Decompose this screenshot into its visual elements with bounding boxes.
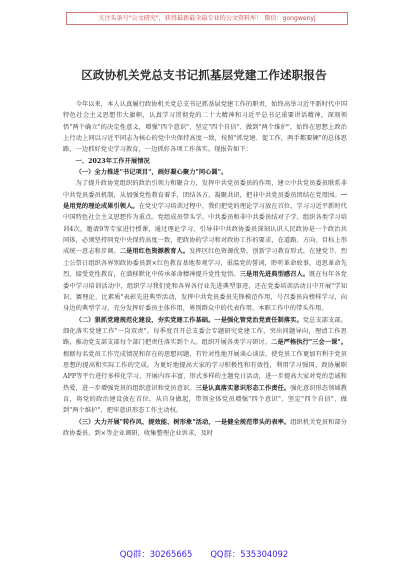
promo-banner: 关注头条号"公文研究"，获得最新最全最专业的公文资料库！ 微信：gongwenyj: [66, 12, 348, 25]
bold-point: 三是用先进典型感召人。: [239, 271, 310, 279]
subsection-heading-2: （二）狠抓党建规范化建设，夯实党建工作基础。: [75, 316, 215, 324]
section-heading-1: 一、2023年工作开展情况: [75, 157, 150, 165]
report-body: [63, 99, 347, 439]
footer-contact: [0, 548, 408, 560]
qq-group-2: QQ群：535304092: [210, 549, 289, 559]
intro-paragraph: 今年以来，本人认真履行政协机关党总支书记抓基层党建工作的职责，始终高举习近平新时代中国特色社会主义思想伟大旗帜，认真学习贯彻党的二十大精神和习近平总书记重要讲话精神，深刻领悟"两个确立"的决定性意义，增强"四个意识"、坚定"四个自信"、做到"两个维护"，始终在思想上政治上行动上同以习近平同志为核心的党中央保持高度一致，按照"抓党建、促工作，两手都要硬"的总体思路，一边抓好党史学习教育，一边抓好各项工作落实。现报告如下：: [63, 101, 347, 154]
bold-point: 一是强化管党治党责任制落实。: [214, 316, 303, 324]
bold-point: 一是健全规范带头的表率。: [214, 418, 291, 426]
paragraph-text: 组织机关党员和部分政协委员，到×等企业调研，收集整理企业诉求，及时: [63, 418, 347, 437]
bold-point: 二是严格执行"三会一课"。: [271, 339, 347, 347]
paragraph-text: 强化意识形态领域教育，将党的政治建设放在首位，从自身做起，带领全体党员增强"四个意识"、坚定"四个自信"、做到"两个维护"，把牢意识形态工作主动权。: [63, 384, 347, 415]
report-title: 区政协机关党总支书记抓基层党建工作述职报告: [81, 68, 327, 82]
paragraph-text: 既在每年各党委中学习培训活动中，组织学习我们党和各界各行业先进典型事迹，还在党委培训活动日中开展"学知识、赛理论、比素质"表彰先进典型活动，发挥中共党员委员先锋模范作用，号召委员向榜样学习，向身边的典型学习，充分发挥好委员主体作用，界别群众中的代表作用，本职工作中的带头作用。: [63, 271, 347, 313]
subsection-heading-1: （一）全力推进"书记项目"，画好凝心聚力"同心圆"。: [75, 169, 228, 177]
paragraph-text: 党总支部支部，细化落实党建工作"一岗双责"。每季度召开总支委会专题研究党建工作，突出问题导向，理清工作思路，推动党支部支部每个部门把责任落实到个人。组织开展各类学习研讨。: [63, 316, 347, 347]
paragraph-text: 发挥区红色资源优势，创新学习教育形式，在建党节、烈士公祭日组织各界别政协委员到×红色教育基地参观学习，重温党的誓词，聆听革命故事，追思革命先烈，接受党性教育，在潜移默化中传承革命精神提升党性觉悟。: [63, 248, 347, 279]
bold-point: 三是认真落实意识形态工作责任。: [195, 384, 291, 392]
qq-group-1: QQ群：30265665: [119, 549, 193, 559]
paragraph-text: 在党史学习培训过程中，我们把党的理论学习放在首位，学习习近平新时代中国特色社会主义思想作为重点。党组成员带头学，中共委员和非中共委员结对子学。组织各类学习培训4次，邀请9等专家进行授课，通过理论学习，引导非中共政协委员深刻认识人民政协是一个政治共同体，必须坚持同党中央保持高度一致，把政协的学习和对政协工作的要求，在道路、方向、目标上形成统一意志和步调。: [63, 203, 347, 256]
bold-point: 二是用红色资源教育人。: [119, 248, 190, 256]
paragraph-text: 为了提升政协党组织的政治引领力和聚合力，发挥中共党员委员的作用，建立中共党员委员联系非中共党员委员机制，从加强党性教育着手，团结各方，凝聚共识，把非中共党员委员团结在党周围。: [63, 180, 347, 199]
paragraph-secretary-project: [63, 178, 347, 314]
subsection-heading-3: （三）大力开展"转作风、提效能、树形象"活动，: [75, 418, 215, 426]
bold-point: 一是用党的理论成果引领人。: [63, 191, 347, 211]
paragraph-text: 根据每名党员工作完成情况和存在的思想问题，有针对性地开展谈心谈话，使党员工作更加有利于党员思想的提高和实际工作的完成。为更好地提高大家的学习积极性和有效性，利用学习强国、政协履职APP等平台进行多样化学习，开展内容丰富、形式多样的主题党日活动，进一步提高大家对党的忠诚和热爱，进一步增强党员的组织意识和党员意识。: [63, 350, 347, 392]
paragraph-standardization: [63, 315, 347, 417]
paragraph-style-efficiency: [63, 417, 347, 440]
